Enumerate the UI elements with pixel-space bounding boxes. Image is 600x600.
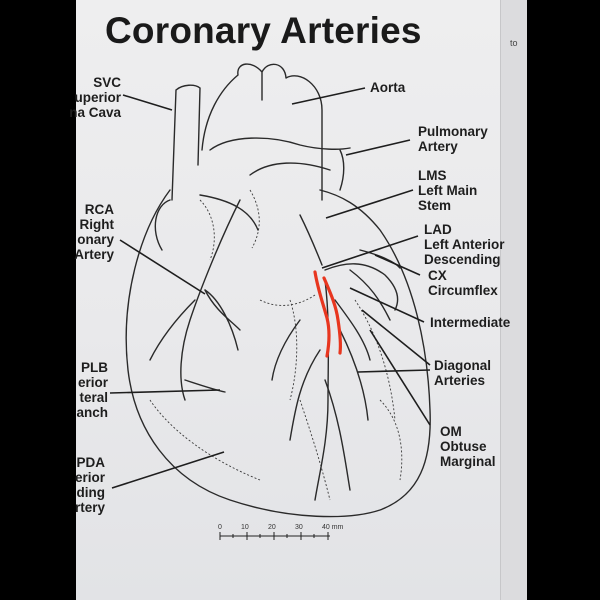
label-aorta: Aorta <box>370 80 406 95</box>
label-cx: CX Circumflex <box>428 268 498 298</box>
label-pulmonary: Pulmonary Artery <box>418 124 488 154</box>
leader-om <box>370 330 430 425</box>
scale-tick-label: 40 mm <box>322 524 344 531</box>
page-title: Coronary Arteries <box>105 10 422 51</box>
scale-tick-label: 0 <box>218 524 222 531</box>
label-diagonal: Diagonal Arteries <box>434 358 492 388</box>
svc-vessel <box>172 85 200 200</box>
scale-tick-label: 20 <box>268 524 276 531</box>
scale-tick-label: 30 <box>295 524 303 531</box>
label-svc: SVC uperior na Cava <box>69 75 121 120</box>
leader-plb <box>110 390 220 393</box>
scale-bar <box>220 532 330 540</box>
circumflex-vessel <box>325 264 398 310</box>
leader-pulmonary <box>346 140 410 155</box>
label-rca: RCA Right onary Artery <box>74 202 114 262</box>
leader-svc <box>123 95 172 110</box>
aorta-vessel <box>202 64 322 200</box>
edge-text: to <box>510 38 518 48</box>
leader-rca <box>120 240 205 294</box>
label-plb: PLB erior teral anch <box>76 360 108 420</box>
label-lad: LAD Left Anterior Descending <box>424 222 505 267</box>
leader-diagonal-1 <box>362 310 430 365</box>
label-om: OM Obtuse Marginal <box>440 424 496 469</box>
leader-lms <box>326 190 413 218</box>
scale-tick-label: 10 <box>241 524 249 531</box>
label-pda: PDA erior ding rtery <box>74 455 105 515</box>
leader-lad <box>322 236 418 268</box>
leader-aorta <box>292 88 365 104</box>
label-intermediate: Intermediate <box>430 315 511 330</box>
label-lms: LMS Left Main Stem <box>418 168 478 213</box>
leader-diagonal-2 <box>358 370 430 372</box>
leader-intermediate <box>350 288 424 322</box>
leader-pda <box>112 452 224 488</box>
pulmonary-vessel <box>210 138 350 190</box>
